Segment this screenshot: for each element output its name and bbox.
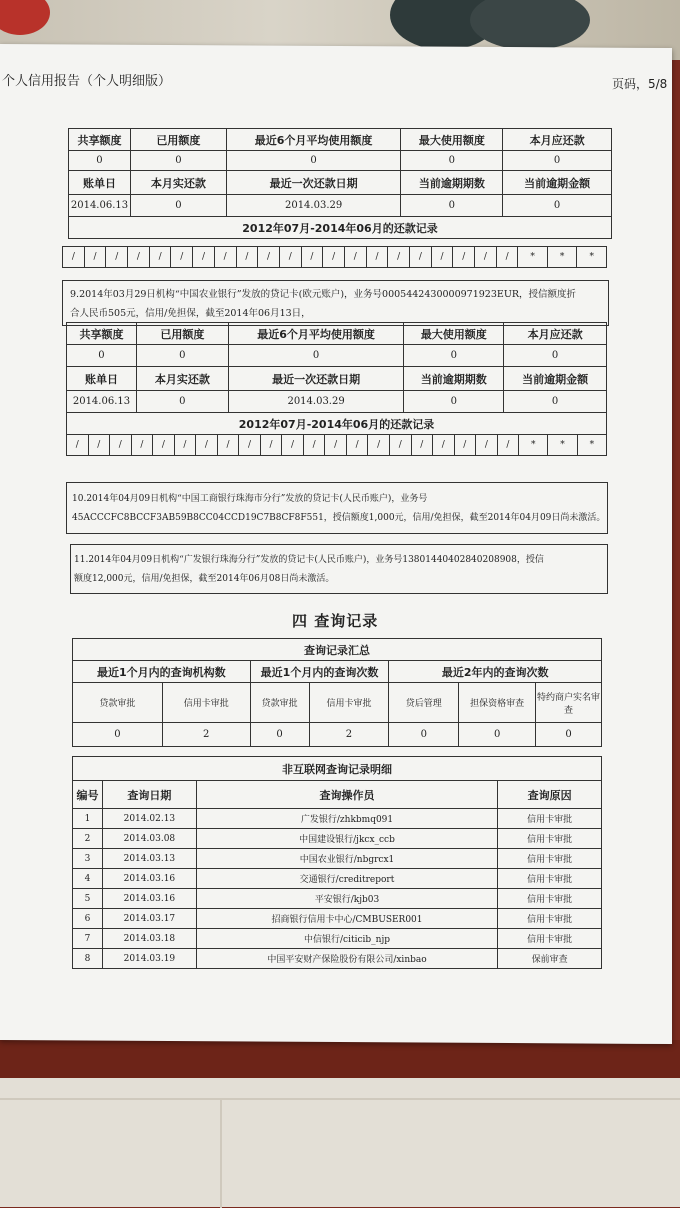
table-cell: 2014.03.16: [102, 869, 196, 889]
table-cell: 2014.03.16: [102, 889, 196, 909]
table-row: [73, 909, 602, 929]
repay-status-cell: *: [577, 247, 607, 268]
value-cell: 0: [401, 151, 503, 171]
repay-status-cell: *: [519, 435, 548, 456]
header-cell: 本月应还款: [504, 323, 607, 345]
table-cell: 1: [73, 809, 103, 829]
table-row: [73, 929, 602, 949]
value-cell: 0: [67, 345, 137, 367]
header-cell: 账单日: [67, 367, 137, 391]
repay-status-cell: /: [258, 247, 280, 268]
table-cell: 信用卡审批: [498, 909, 602, 929]
repay-status-cell: /: [366, 247, 388, 268]
column-header: 编号: [73, 781, 103, 809]
table-row: [73, 949, 602, 969]
repay-status-cell: *: [518, 247, 547, 268]
value-cell: 0: [130, 195, 226, 217]
column-header: 查询日期: [102, 781, 196, 809]
header-cell: 最近一次还款日期: [228, 367, 404, 391]
repay-status-cell: /: [196, 435, 218, 456]
sub-header: 贷后管理: [389, 683, 459, 723]
value-cell: 0: [404, 345, 504, 367]
table-cell: 中信银行/citicib_njp: [196, 929, 497, 949]
table-cell: 2014.03.17: [102, 909, 196, 929]
value-cell: 0: [389, 723, 459, 747]
table-row: [73, 869, 602, 889]
repay-status-cell: /: [433, 435, 455, 456]
repay-status-cell: /: [346, 435, 368, 456]
repay-status-cell: /: [476, 435, 498, 456]
table-cell: 2014.03.18: [102, 929, 196, 949]
table-row: [73, 849, 602, 869]
table-cell: 信用卡审批: [498, 869, 602, 889]
sub-header: 信用卡审批: [309, 683, 389, 723]
value-cell: 0: [69, 151, 131, 171]
table-cell: 信用卡审批: [498, 809, 602, 829]
red-flower-decoration: [0, 0, 50, 35]
column-header: 查询操作员: [196, 781, 497, 809]
header-cell: 最近一次还款日期: [226, 171, 401, 195]
account-11-line1: 11.2014年04月09日机构“广发银行珠海分行”发放的贷记卡(人民币账户)，业务号13801440402840208908，授信: [74, 555, 544, 565]
header-cell: 本月应还款: [503, 129, 612, 151]
repay-status-cell: /: [128, 247, 150, 268]
value-cell: 0: [503, 151, 612, 171]
table-cell: 7: [73, 929, 103, 949]
table-cell: 招商银行信用卡中心/CMBUSER001: [196, 909, 497, 929]
repay-status-cell: /: [410, 247, 432, 268]
header-cell: 本月实还款: [130, 171, 226, 195]
table-cell: 中国农业银行/nbgrcx1: [196, 849, 497, 869]
page-number: 页码，5/8: [612, 77, 668, 91]
repay-status-cell: /: [88, 435, 110, 456]
header-cell: 已用额度: [136, 323, 228, 345]
table-row: [73, 809, 602, 829]
table-cell: 4: [73, 869, 103, 889]
repay-status-cell: /: [368, 435, 390, 456]
value-cell: 0: [250, 723, 309, 747]
header-cell: 最近6个月平均使用额度: [226, 129, 401, 151]
header-cell: 当前逾期期数: [401, 171, 503, 195]
table-cell: 3: [73, 849, 103, 869]
report-title: 个人信用报告（个人明细版）: [2, 74, 172, 89]
repay-status-cell: /: [153, 435, 175, 456]
account-10-line2: 45ACCCFC8BCCF3AB59B8CC04CCD19C7B8CF8F551，授信额度1,000元，信用/免担保，截至2014年04月09日尚未激活。: [72, 513, 606, 523]
header-cell: 共享额度: [69, 129, 131, 151]
table-cell: 8: [73, 949, 103, 969]
table-cell: 中国平安财产保险股份有限公司/xinbao: [196, 949, 497, 969]
repay-status-cell: *: [548, 435, 577, 456]
background-floor-tiles: [0, 1078, 680, 1207]
account-10-text: [72, 490, 606, 528]
repay-status-cell: /: [475, 247, 497, 268]
repay-status-cell: /: [67, 435, 89, 456]
table-row: [73, 889, 602, 909]
header-cell: 最大使用额度: [404, 323, 504, 345]
value-cell: 2014.03.29: [228, 391, 404, 413]
header-cell: 当前逾期金额: [503, 171, 612, 195]
value-cell: 2: [309, 723, 389, 747]
value-cell: 2014.06.13: [67, 391, 137, 413]
table-cell: 6: [73, 909, 103, 929]
repay-status-cell: /: [453, 247, 475, 268]
value-cell: 2: [162, 723, 250, 747]
section-title: 四 查询记录: [292, 612, 379, 630]
repay-status-cell: /: [110, 435, 132, 456]
value-cell: 0: [136, 391, 228, 413]
header-cell: 账单日: [69, 171, 131, 195]
value-cell: 0: [73, 723, 163, 747]
sub-header: 贷款审批: [73, 683, 163, 723]
value-cell: 0: [136, 345, 228, 367]
repay-record-grid: [66, 434, 607, 456]
header-cell: 本月实还款: [136, 367, 228, 391]
table-cell: 2014.02.13: [102, 809, 196, 829]
account-9-line1: 9.2014年03月29日机构“中国农业银行”发放的贷记卡(欧元账户)，业务号0005442430000971923EUR，授信额度折: [70, 289, 576, 300]
sub-header: 特约商户实名审查: [536, 683, 602, 723]
query-summary-table: [72, 638, 602, 747]
repay-status-cell: /: [174, 435, 196, 456]
repay-status-cell: /: [193, 247, 215, 268]
repay-status-cell: /: [149, 247, 171, 268]
repay-status-cell: /: [236, 247, 258, 268]
repay-status-cell: /: [239, 435, 261, 456]
value-cell: 0: [459, 723, 536, 747]
value-cell: 0: [130, 151, 226, 171]
table-cell: 2014.03.13: [102, 849, 196, 869]
summary-title: 查询记录汇总: [73, 639, 602, 661]
table-cell: 信用卡审批: [498, 929, 602, 949]
repay-status-cell: /: [388, 247, 410, 268]
header-cell: 最大使用额度: [401, 129, 503, 151]
repay-status-cell: /: [344, 247, 366, 268]
value-cell: 0: [228, 345, 404, 367]
table-cell: 平安银行/kjb03: [196, 889, 497, 909]
value-cell: 0: [503, 195, 612, 217]
repay-status-cell: /: [301, 247, 323, 268]
value-cell: 0: [536, 723, 602, 747]
repay-status-cell: /: [303, 435, 325, 456]
repay-status-cell: /: [131, 435, 153, 456]
repay-status-cell: /: [497, 435, 519, 456]
repay-status-cell: /: [214, 247, 236, 268]
account-9-line2: 合人民币505元，信用/免担保，截至2014年06月13日，: [70, 308, 311, 319]
repay-status-cell: /: [279, 247, 301, 268]
repay-status-cell: /: [454, 435, 476, 456]
group-header: 最近1个月内的查询机构数: [73, 661, 251, 683]
value-cell: 0: [401, 195, 503, 217]
group-header: 最近1个月内的查询次数: [250, 661, 389, 683]
value-cell: 0: [404, 391, 504, 413]
tile-seam: [220, 1098, 222, 1208]
repay-record-title: 2012年07月-2014年06月的还款记录: [67, 413, 607, 435]
repay-status-cell: /: [282, 435, 304, 456]
card-info-table-top: [68, 128, 612, 239]
header-cell: 最近6个月平均使用额度: [228, 323, 404, 345]
repay-status-cell: *: [577, 435, 606, 456]
sub-header: 贷款审批: [250, 683, 309, 723]
column-header: 查询原因: [498, 781, 602, 809]
group-header: 最近2年内的查询次数: [389, 661, 602, 683]
table-cell: 交通银行/creditreport: [196, 869, 497, 889]
table-cell: 广发银行/zhkbmq091: [196, 809, 497, 829]
table-cell: 2014.03.19: [102, 949, 196, 969]
detail-title: 非互联网查询记录明细: [73, 757, 602, 781]
account-9-text: [70, 285, 610, 323]
table-cell: 信用卡审批: [498, 829, 602, 849]
repay-status-cell: /: [217, 435, 239, 456]
repay-status-cell: /: [496, 247, 518, 268]
sub-header: 信用卡审批: [162, 683, 250, 723]
repay-status-cell: /: [106, 247, 128, 268]
table-cell: 保前审查: [498, 949, 602, 969]
repay-status-cell: /: [431, 247, 453, 268]
account-11-text: [74, 551, 604, 589]
table-cell: 中国建设银行/jkcx_ccb: [196, 829, 497, 849]
table-cell: 信用卡审批: [498, 889, 602, 909]
value-cell: 2014.06.13: [69, 195, 131, 217]
value-cell: 0: [504, 391, 607, 413]
account-11-line2: 额度12,000元，信用/免担保，截至2014年06月08日尚未激活。: [74, 574, 335, 584]
header-cell: 当前逾期期数: [404, 367, 504, 391]
table-row: [73, 829, 602, 849]
repay-status-cell: /: [260, 435, 282, 456]
query-detail-table: [72, 756, 602, 969]
repay-status-cell: /: [325, 435, 347, 456]
table-cell: 信用卡审批: [498, 849, 602, 869]
table-cell: 2014.03.08: [102, 829, 196, 849]
repay-record-title: 2012年07月-2014年06月的还款记录: [69, 217, 612, 239]
repay-record-grid: [62, 246, 607, 268]
repay-status-cell: /: [389, 435, 411, 456]
table-cell: 5: [73, 889, 103, 909]
repay-status-cell: *: [547, 247, 576, 268]
value-cell: 0: [226, 151, 401, 171]
account-10-line1: 10.2014年04月09日机构“中国工商银行珠海市分行”发放的贷记卡(人民币账户)，业务号: [72, 494, 428, 504]
header-cell: 已用额度: [130, 129, 226, 151]
header-cell: 当前逾期金额: [504, 367, 607, 391]
repay-status-cell: /: [411, 435, 433, 456]
account-9-table: [66, 322, 607, 435]
value-cell: 2014.03.29: [226, 195, 401, 217]
sub-header: 担保资格审查: [459, 683, 536, 723]
repay-status-cell: /: [171, 247, 193, 268]
tile-seam: [0, 1098, 680, 1100]
dark-leaf-decoration: [470, 0, 590, 50]
table-cell: 2: [73, 829, 103, 849]
repay-status-cell: /: [323, 247, 345, 268]
header-cell: 共享额度: [67, 323, 137, 345]
value-cell: 0: [504, 345, 607, 367]
repay-status-cell: /: [84, 247, 106, 268]
repay-status-cell: /: [63, 247, 85, 268]
